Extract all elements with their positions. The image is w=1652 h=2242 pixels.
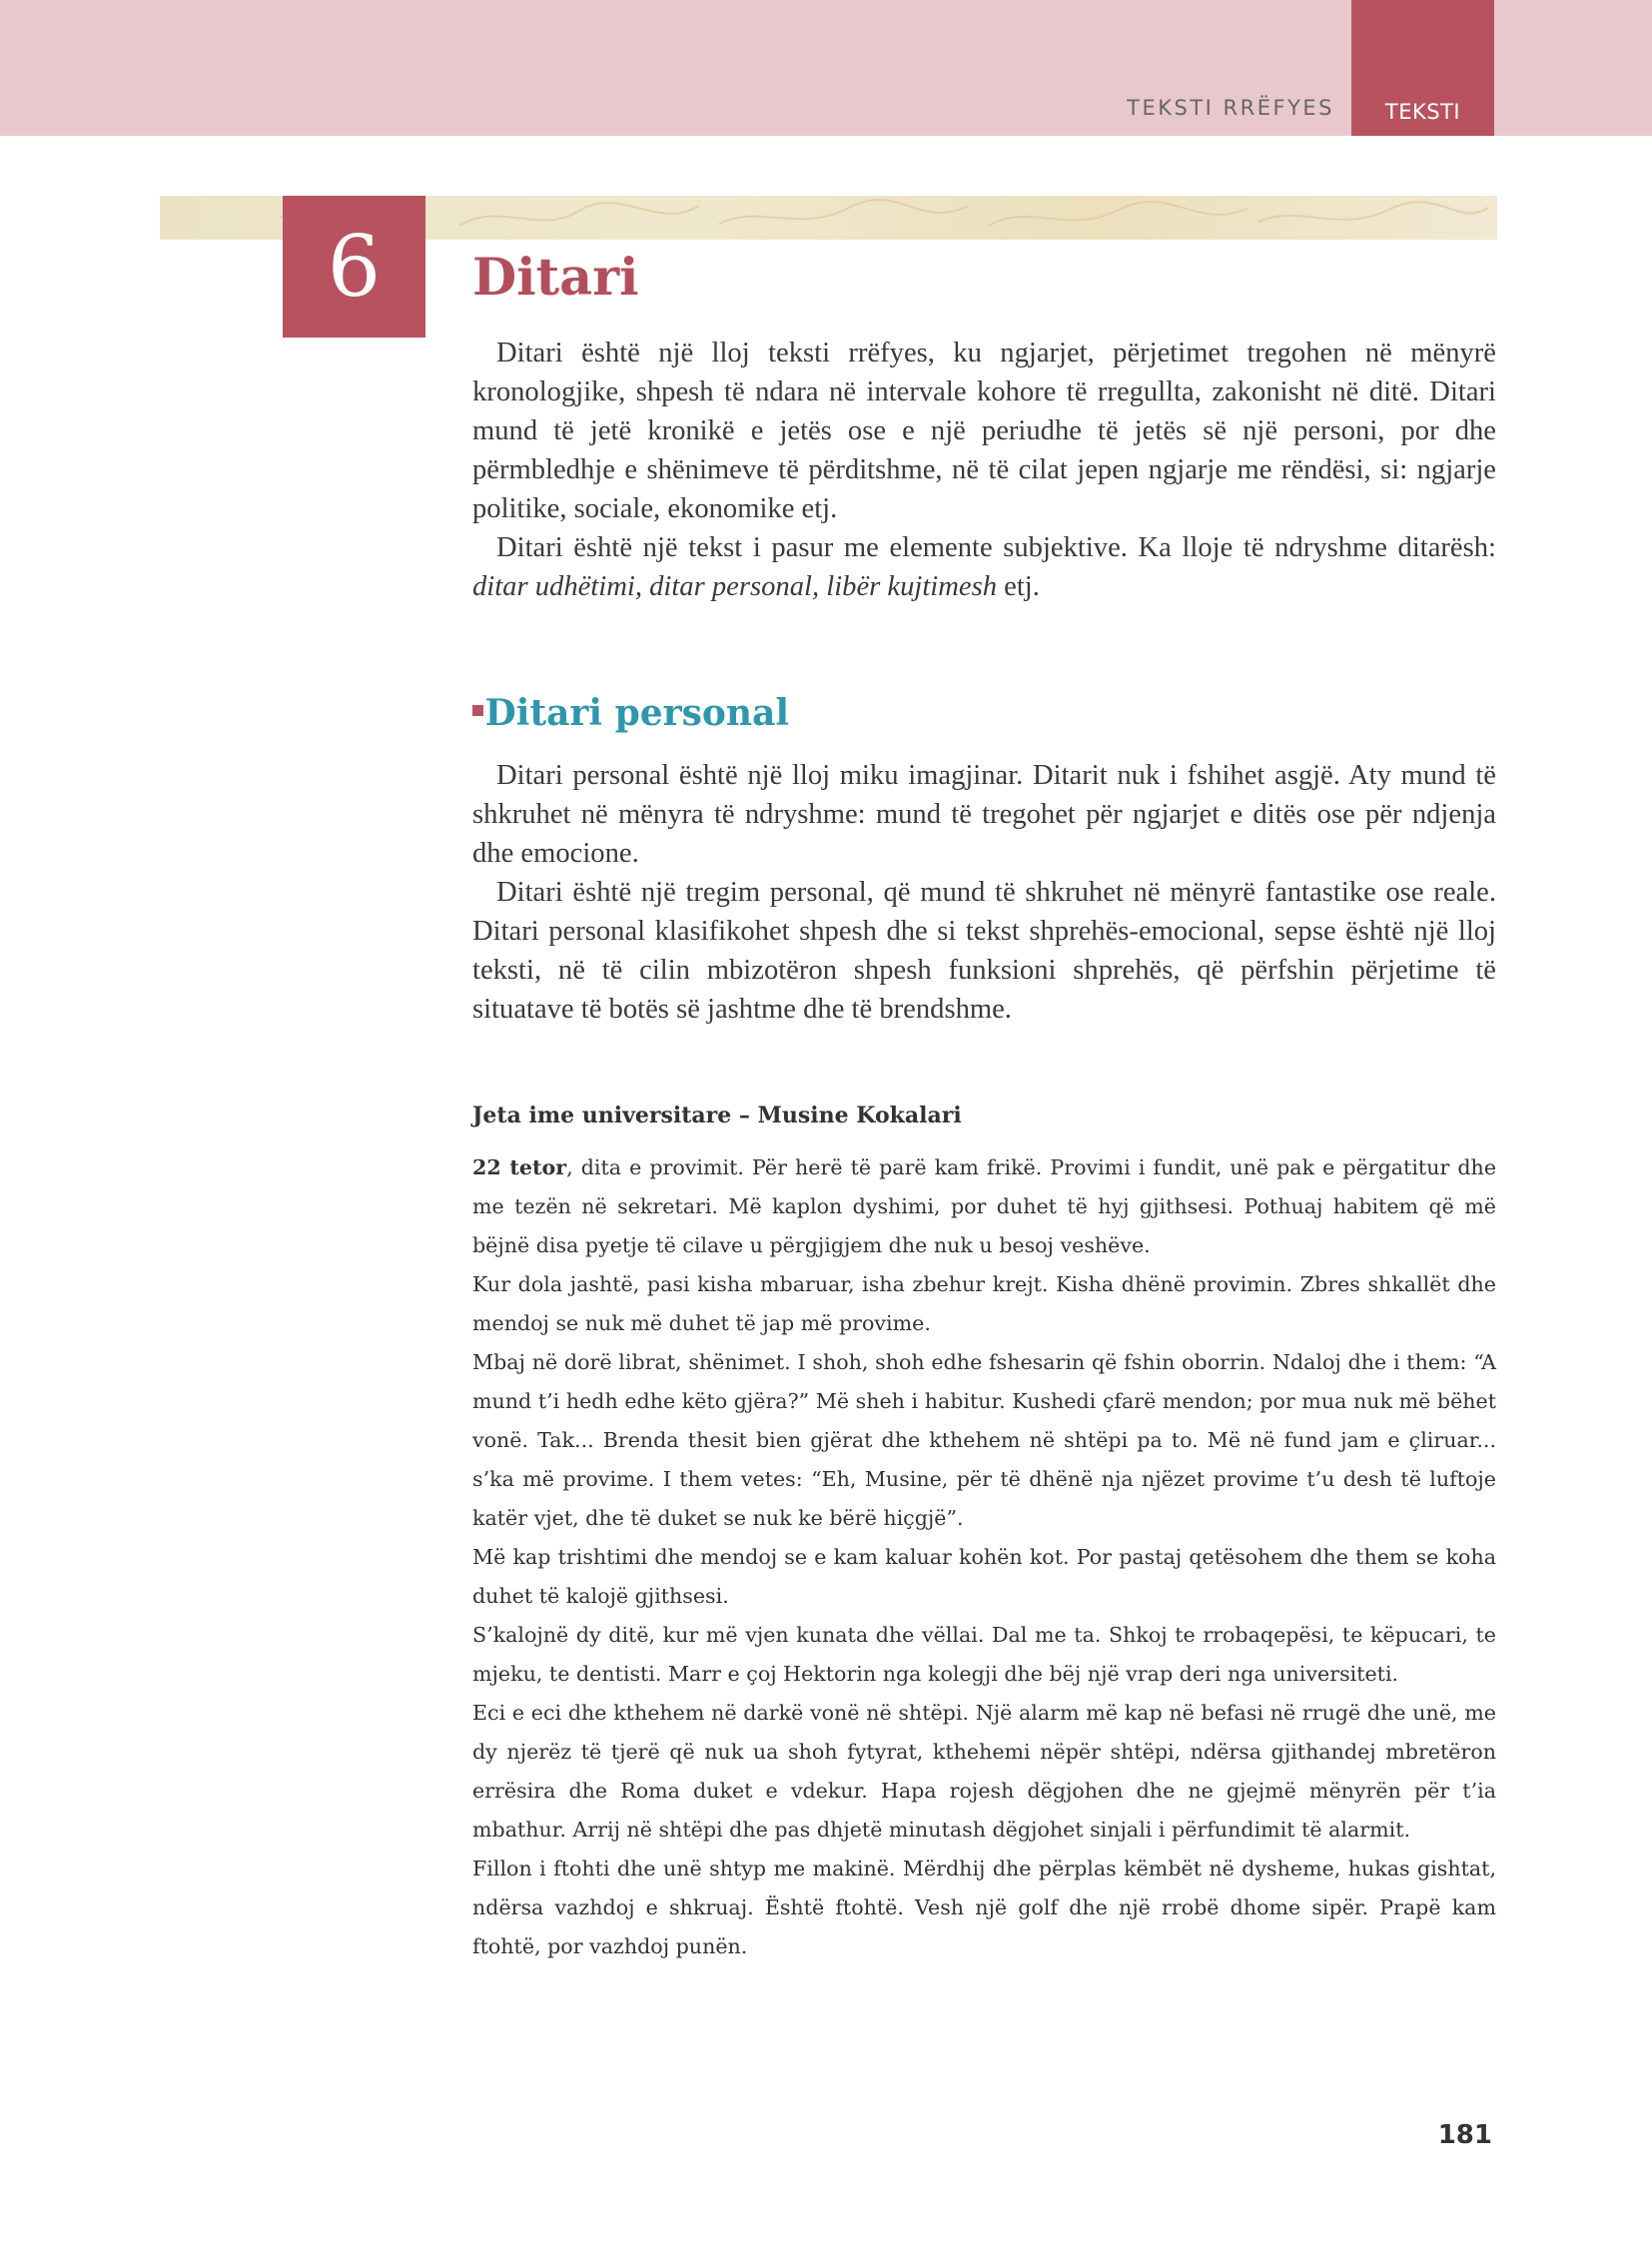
intro-paragraph-types: Ditari është një tekst i pasur me elemente subjektive. Ka lloje të ndryshme ditarësh: ditar udhëtimi, ditar personal, libër kujtimesh etj. xyxy=(472,532,1496,602)
personal-paragraph: Ditari është një tregim personal, që mund të shkruhet në mënyrë fantastike ose reale. Ditari personal klasifikohet shpesh dhe si tekst shprehës-emocional, sepse është një lloj teksti, në të cilin mbizotëron shpesh funksioni shprehës, që përfshin përjetime të situatave të botës së jashtme dhe të brendshme. xyxy=(472,877,1496,1025)
section-label: TEKSTI RRËFYES xyxy=(1127,96,1334,120)
chapter-number-box xyxy=(283,196,425,338)
excerpt-paragraph: 22 tetor, dita e provimit. Për herë të parë kam frikë. Provimi i fundit, unë pak e përgatitur dhe me tezën në sekretari. Më kaplon dyshimi, por duhet të hyj gjithsesi. Pothuaj habitem që më bëjnë disa pyetje të cilave u përgjigjem dhe nuk u besoj veshëve. xyxy=(472,1155,1497,1257)
chapter-title: Ditari xyxy=(472,248,639,308)
personal-diary-text xyxy=(472,756,1496,1029)
chapter-number: 6 xyxy=(327,218,382,316)
excerpt-paragraph: Kur dola jashtë, pasi kisha mbaruar, isha zbehur krejt. Kisha dhënë provimin. Zbres shkallët dhe mendoj se nuk më duhet të jap më provime. xyxy=(472,1272,1496,1335)
excerpt-paragraph: Fillon i ftohti dhe unë shtyp me makinë. Mërdhij dhe përplas këmbët në dysheme, hukas gishtat, ndërsa vazhdoj e shkruaj. Është ftohtë. Vesh një golf dhe një rrobë dhome sipër. Prapë kam ftohtë, por vazhdoj punën. xyxy=(472,1857,1496,1958)
intro-paragraph: Ditari është një lloj teksti rrëfyes, ku ngjarjet, përjetimet tregohen në mënyrë kronologjike, shpesh të ndara në intervale kohore të rregullta, zakonisht në ditë. Ditari mund të jetë kronikë e jetës ose e një periudhe të jetës së një personi, por dhe përmbledhje e shënimeve të përditshme, në të cilat jepen ngjarje me rëndësi, si: ngjarje politike, sociale, ekonomike etj. xyxy=(472,338,1496,524)
excerpt-paragraph: Eci e eci dhe kthehem në darkë vonë në shtëpi. Një alarm më kap në befasi në rrugë dhe unë, me dy njerëz të tjerë që nuk ua shoh fytyrat, kthehemi nëpër shtëpi, ndërsa gjithandej mbretëron errësira dhe Roma duket e vdekur. Hapa rojesh dëgjohen dhe ne gjejmë mënyrën për t’ia mbathur. Arrij në shtëpi dhe pas dhjetë minutash dëgjohet sinjali i përfundimit të alarmit. xyxy=(472,1701,1496,1842)
excerpt-paragraph: Mbaj në dorë librat, shënimet. I shoh, shoh edhe fshesarin që fshin oborrin. Ndaloj dhe i them: “A mund t’i hedh edhe këto gjëra?” Më sheh i habitur. Kushedi çfarë mendon; por mua nuk më bëhet vonë. Tak... Brenda thesit bien gjërat dhe kthehem në shtëpi pa to. Më në fund jam e çliruar... s’ka më provime. I them vetes: “Eh, Musine, për të dhënë nja njëzet provime t’u desh të luftoje katër vjet, dhe të duket se nuk ke bërë hiçgjë”. xyxy=(472,1350,1496,1530)
excerpt-paragraph: Më kap trishtimi dhe mendoj se e kam kaluar kohën kot. Por pastaj qetësohem dhe them se koha duhet të kalojë gjithsesi. xyxy=(472,1545,1496,1608)
page-number: 181 xyxy=(1437,2120,1492,2150)
section-tab xyxy=(1351,0,1494,136)
excerpt-title: Jeta ime universitare – Musine Kokalari xyxy=(472,1103,962,1128)
section-tab-label: TEKSTI xyxy=(1384,100,1461,124)
personal-paragraph: Ditari personal është një lloj miku imagjinar. Ditarit nuk i fshihet asgjë. Aty mund të shkruhet në mënyra të ndryshme: mund të tregohet për ngjarjet e ditës ose për ndjenja dhe emocione. xyxy=(472,760,1496,869)
excerpt-date: 22 tetor xyxy=(472,1155,567,1179)
intro-text xyxy=(472,334,1496,606)
excerpt-text xyxy=(472,1148,1496,1966)
subheading-personal-diary: Ditari personal xyxy=(484,692,790,734)
excerpt-paragraph: S’kalojnë dy ditë, kur më vjen kunata dhe vëllai. Dal me ta. Shkoj te rrobaqepësi, te këpucari, te mjeku, te dentisti. Marr e çoj Hektorin nga kolegji dhe bëj një vrap deri nga universiteti. xyxy=(472,1623,1496,1686)
diary-types: ditar udhëtimi, ditar personal, libër kujtimesh xyxy=(472,571,997,602)
